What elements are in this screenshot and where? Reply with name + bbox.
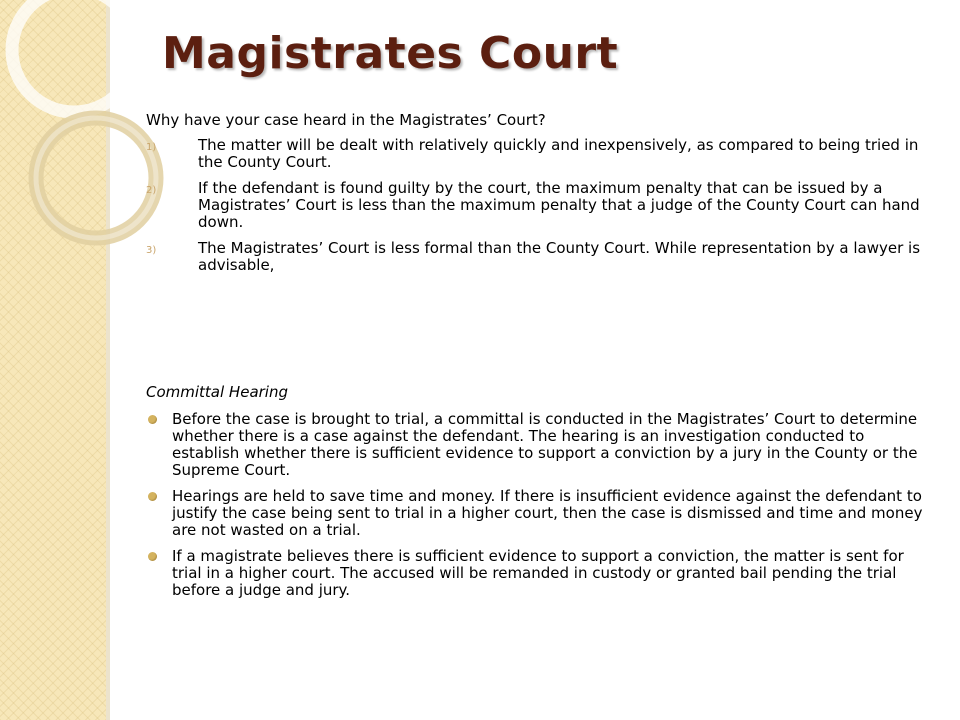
section-heading: Committal Hearing [146,383,288,401]
blank-space [146,283,936,384]
list-item-text: If a magistrate believes there is sufficient evidence to support a conviction, the matter is sent for trial in a higher court. The accused will be remanded in custody or granted bail pending the trial before a judge and jury. [172,547,904,599]
gold-round-bullet-icon [148,415,157,424]
list-item [146,488,936,539]
slide-body [146,112,936,608]
list-number: 3) [146,245,157,256]
reasons-list [146,137,936,274]
committal-points-list [146,411,936,599]
gold-round-bullet-icon [148,552,157,561]
list-item [146,411,936,479]
gold-round-bullet-icon [148,492,157,501]
list-item-text: The Magistrates’ Court is less formal than the County Court. While representation by a lawyer is advisable, [198,239,921,274]
list-number: 1) [146,142,157,153]
slide-title: Magistrates Court [162,28,619,79]
list-item [146,240,936,274]
list-item [146,137,936,171]
list-item-text: If the defendant is found guilty by the court, the maximum penalty that can be issued by a Magistrates’ Court is less than the maximum penalty that a judge of the County Court can hand down. [198,179,920,231]
list-item [146,180,936,231]
list-item [146,548,936,599]
list-item-text: The matter will be dealt with relatively quickly and inexpensively, as compared to being tried in the County Court. [198,136,919,171]
intro-question: Why have your case heard in the Magistrates’ Court? [146,111,546,129]
list-number: 2) [146,185,157,196]
list-item-text: Hearings are held to save time and money. If there is insufficient evidence against the defendant to justify the case being sent to trial in a higher court, then the case is dismissed and time and money are not wasted on a trial. [172,487,923,539]
list-item-text: Before the case is brought to trial, a committal is conducted in the Magistrates’ Court to determine whether there is a case against the defendant. The hearing is an investigation conducted to establish whether there is sufficient evidence to support a conviction by a jury in the County or the Supreme Court. [172,410,918,479]
